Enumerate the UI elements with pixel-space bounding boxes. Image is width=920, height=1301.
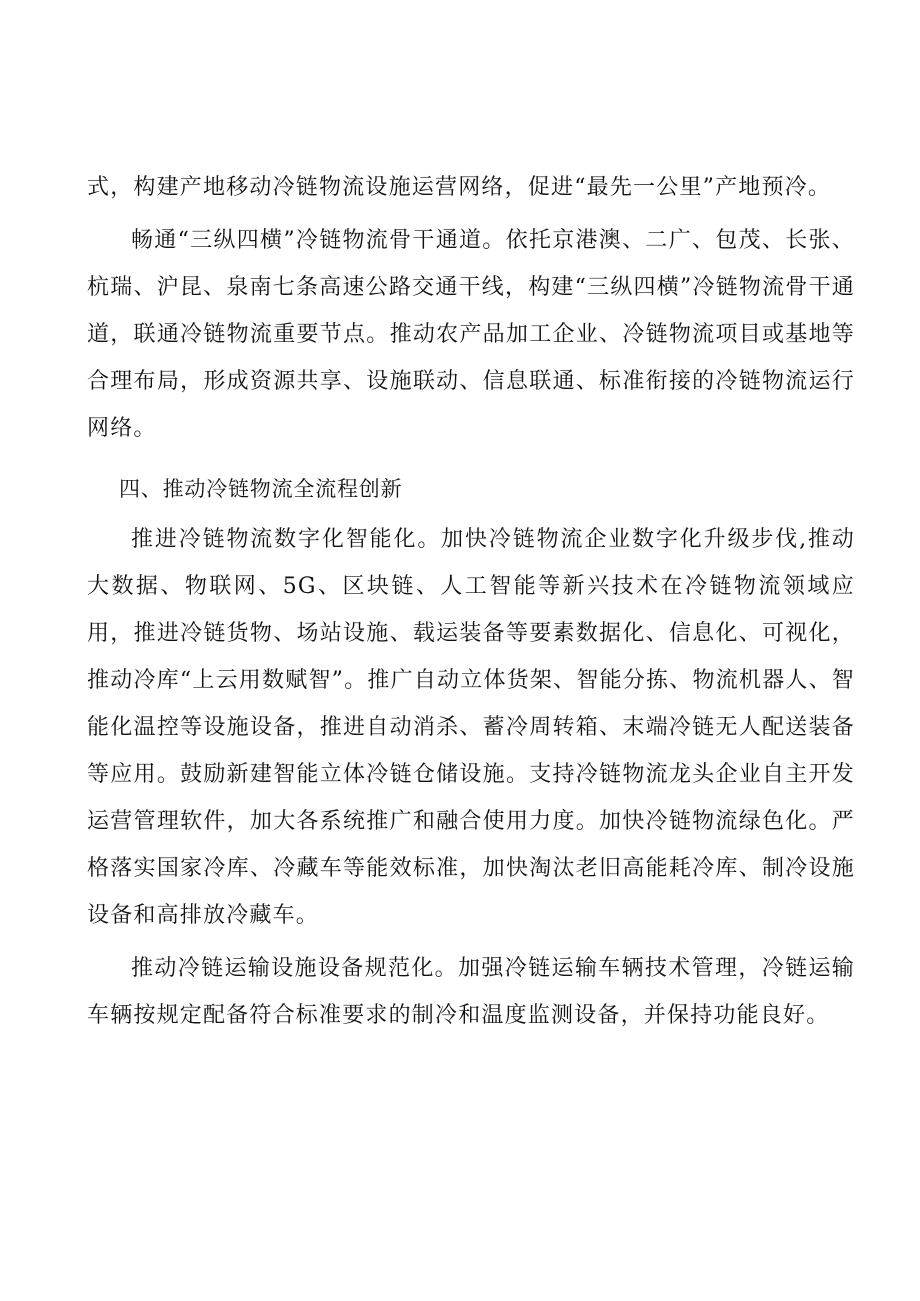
paragraph-continuation: 式，构建产地移动冷链物流设施运营网络，促进“最先一公里”产地预冷。 xyxy=(87,175,832,200)
paragraph-digital-intelligent: 推进冷链物流数字化智能化。加快冷链物流企业数字化升级步伐,推动大数据、物联网、5G、区块链、人工智能等新兴技术在冷链物流领域应用，推进冷链货物、场站设施、载运装备等要素数据化、信息化、可视化，推动冷库“上云用数赋智”。推广自动立体货架、智能分拣、物流机器人、智能化温控等设施设备，推进自动消杀、蓄冷周转箱、末端冷链无人配送装备等应用。鼓励新建智能立体冷链仓储设施。支持冷链物流龙头企业自主开发运营管理软件，加大各系统推广和融合使用力度。加快冷链物流绿色化。严格落实国家冷库、冷藏车等能效标准，加快淘汰老旧高能耗冷库、制冷设施设备和高排放冷藏车。 xyxy=(87,527,855,928)
paragraph-transport-standardization: 推动冷链运输设施设备规范化。加强冷链运输车辆技术管理，冷链运输车辆按规定配备符合标准要求的制冷和温度监测设备，并保持功能良好。 xyxy=(87,956,855,1028)
section-heading: 四、推动冷链物流全流程创新 xyxy=(119,477,403,501)
document-page xyxy=(87,164,855,1039)
paragraph-cold-chain-corridors: 畅通“三纵四横”冷链物流骨干通道。依托京港澳、二广、包茂、长张、杭瑞、沪昆、泉南七条高速公路交通干线，构建“三纵四横”冷链物流骨干通道，联通冷链物流重要节点。推动农产品加工企业、冷链物流项目或基地等合理布局，形成资源共享、设施联动、信息联通、标准衔接的冷链物流运行网络。 xyxy=(87,228,855,441)
